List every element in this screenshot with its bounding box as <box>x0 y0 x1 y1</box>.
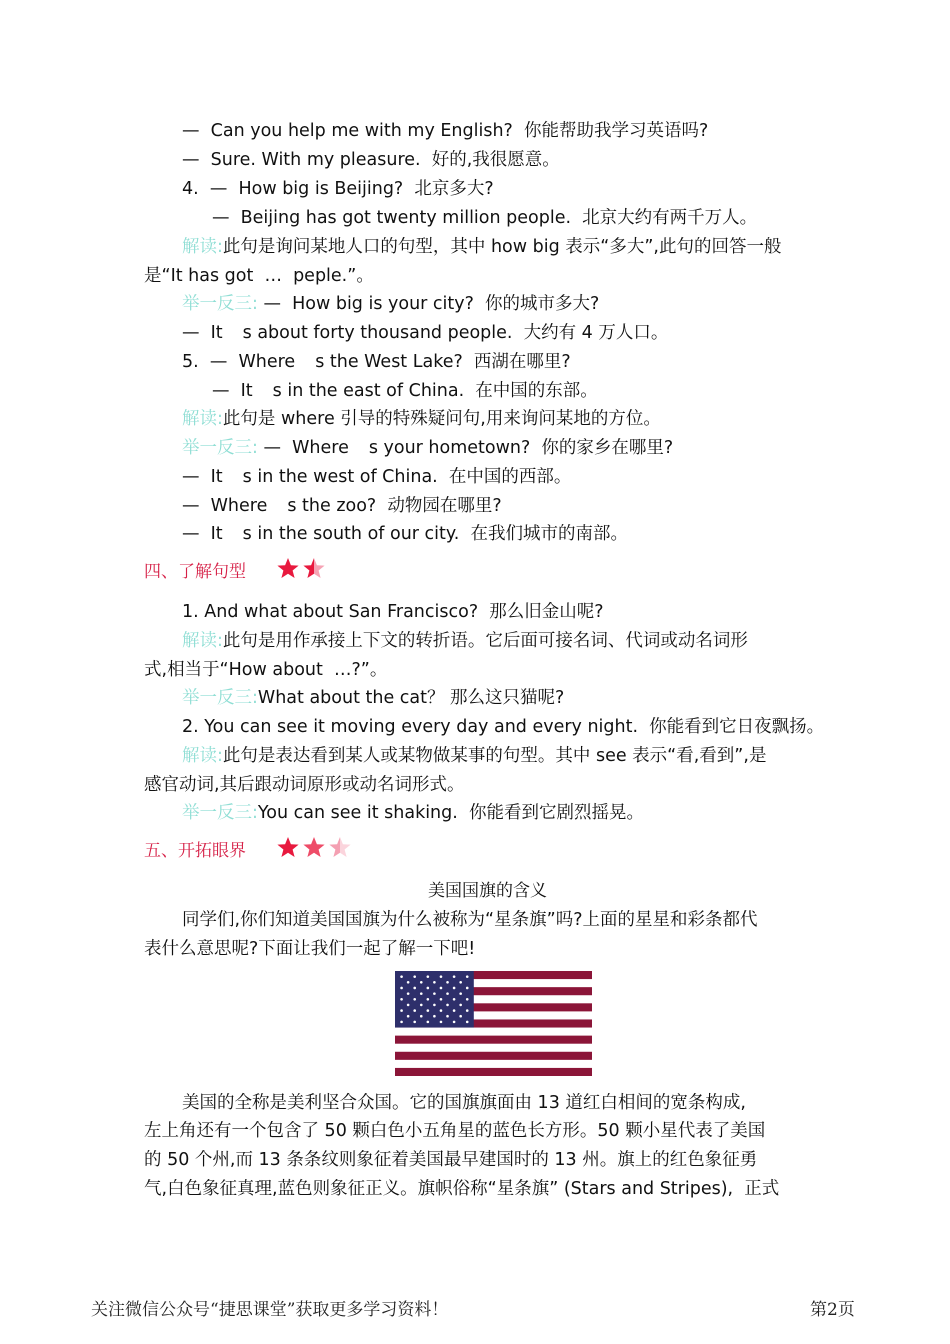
flag-star <box>466 1021 469 1024</box>
flag-star <box>453 975 456 978</box>
flag-star <box>433 1015 436 1018</box>
flag-star <box>453 998 456 1001</box>
flag-star <box>413 998 416 1001</box>
flag-star <box>427 998 430 1001</box>
example-label: 举一反三: <box>182 438 258 458</box>
flag-star <box>413 975 416 978</box>
text-part: s about forty thousand people. 大约有 4 万人口。 <box>242 323 669 343</box>
flag-star <box>446 1004 449 1007</box>
example-line <box>182 465 571 489</box>
star-icon <box>277 558 298 578</box>
pattern-line: 2. You can see it moving every day and every night. 你能看到它日夜飘扬。 <box>182 717 825 737</box>
flag-star <box>433 992 436 995</box>
footer-promo: 关注微信公众号“捷思课堂”获取更多学习资料！ <box>91 1300 449 1320</box>
text-part: — Where <box>182 496 268 516</box>
flag-star <box>420 1015 423 1018</box>
text-part: — Where <box>257 438 349 458</box>
text-part: — It <box>182 524 223 544</box>
section-heading: 四、了解句型 <box>144 562 246 582</box>
explanation-line: 是“It has got … peple.”。 <box>144 266 374 286</box>
explanation-line <box>182 235 781 259</box>
dialog-line <box>212 379 598 403</box>
rating-stars <box>276 556 336 584</box>
flag-star <box>420 981 423 984</box>
flag-star <box>400 998 403 1001</box>
text-part: — It <box>212 381 253 401</box>
flag-star <box>400 987 403 990</box>
star-icon <box>303 837 324 857</box>
explanation-text: 此句是询问某地人口的句型，其中 how big 表示“多大”,此句的回答一般 <box>222 237 782 257</box>
flag-star <box>433 1004 436 1007</box>
flag-canton <box>395 971 474 1028</box>
flag-star <box>459 1004 462 1007</box>
paragraph-line: 同学们,你们知道美国国旗为什么被称为“星条旗”吗?上面的星星和彩条都代 <box>182 910 758 930</box>
flag-star <box>433 981 436 984</box>
dialog-line <box>182 350 571 374</box>
flag-star <box>420 1004 423 1007</box>
half-star-icon <box>303 558 324 578</box>
example-label: 举一反三: <box>182 294 258 314</box>
explanation-text: 此句是表达看到某人或某物做某事的句型。其中 see 表示“看,看到”,是 <box>222 746 767 766</box>
text-part: s in the east of China. 在中国的东部。 <box>272 381 598 401</box>
flag-star <box>466 1009 469 1012</box>
flag-star <box>413 1009 416 1012</box>
flag-star <box>400 1021 403 1024</box>
flag-star <box>400 975 403 978</box>
flag-star <box>440 987 443 990</box>
flag-star <box>407 1015 410 1018</box>
dialog-line: — Sure. With my pleasure. 好的,我很愿意。 <box>182 150 560 170</box>
flag-star <box>427 1021 430 1024</box>
example-label: 举一反三: <box>182 803 258 823</box>
example-line <box>182 321 668 345</box>
flag-star <box>440 975 443 978</box>
section-heading: 五、开拓眼界 <box>144 841 246 861</box>
example-text: — How big is your city? 你的城市多大? <box>257 294 600 314</box>
flag-star <box>453 1021 456 1024</box>
example-line <box>182 494 502 518</box>
flag-star <box>427 975 430 978</box>
flag-star <box>459 981 462 984</box>
explanation-line: 式,相当于“How about …?”。 <box>144 660 388 680</box>
dialog-line: — Can you help me with my English? 你能帮助我学习英语吗? <box>182 121 709 141</box>
flag-star <box>466 975 469 978</box>
dialog-line: 4. — How big is Beijing? 北京多大? <box>182 179 494 199</box>
explanation-label: 解读: <box>182 746 223 766</box>
explanation-label: 解读: <box>182 409 223 429</box>
text-part: s the West Lake? 西湖在哪里? <box>315 352 571 372</box>
flag-stripe <box>395 1052 592 1060</box>
text-part: s the zoo? 动物园在哪里? <box>287 496 502 516</box>
rating-stars <box>276 835 360 863</box>
us-flag-image <box>395 971 592 1076</box>
paragraph-line: 美国的全称是美利坚合众国。它的国旗旗面由 13 道红白相间的宽条构成, <box>182 1093 746 1113</box>
paragraph-line: 气,白色象征真理,蓝色则象征正义。旗帜俗称“星条旗” (Stars and Stripes), 正式 <box>144 1179 780 1199</box>
flag-star <box>446 1015 449 1018</box>
example-text: You can see it shaking. 你能看到它剧烈摇晃。 <box>257 803 644 823</box>
text-part: — It <box>182 323 223 343</box>
explanation-line: 感官动词,其后跟动词原形或动名词形式。 <box>144 775 465 795</box>
explanation-line <box>182 629 748 653</box>
example-line <box>182 686 564 710</box>
explanation-text: 此句是用作承接上下文的转折语。它后面可接名词、代词或动名词形 <box>222 631 748 651</box>
flag-star <box>446 981 449 984</box>
flag-star <box>466 987 469 990</box>
flag-star <box>459 992 462 995</box>
explanation-text: 此句是 where 引导的特殊疑问句,用来询问某地的方位。 <box>222 409 661 429</box>
pattern-line: 1. And what about San Francisco? 那么旧金山呢? <box>182 602 604 622</box>
flag-star <box>420 992 423 995</box>
flag-star <box>459 1015 462 1018</box>
flag-star <box>446 992 449 995</box>
flag-star <box>440 1021 443 1024</box>
example-line <box>182 522 628 546</box>
text-part: — It <box>182 467 223 487</box>
flag-stripe <box>395 1068 592 1076</box>
flag-star <box>407 1004 410 1007</box>
text-part: s in the south of our city. 在我们城市的南部。 <box>242 524 628 544</box>
flag-star <box>413 987 416 990</box>
explanation-label: 解读: <box>182 631 223 651</box>
example-line <box>182 292 599 316</box>
flag-star <box>453 987 456 990</box>
flag-star <box>407 992 410 995</box>
example-label: 举一反三: <box>182 688 258 708</box>
article-title: 美国国旗的含义 <box>428 881 547 901</box>
flag-star <box>400 1009 403 1012</box>
flag-star <box>440 1009 443 1012</box>
paragraph-line: 左上角还有一个包含了 50 颗白色小五角星的蓝色长方形。50 颗小星代表了美国 <box>144 1121 766 1141</box>
flag-star <box>413 1021 416 1024</box>
example-text: What about the cat？ 那么这只猫呢? <box>257 688 565 708</box>
example-line <box>182 436 673 460</box>
explanation-label: 解读: <box>182 237 223 257</box>
flag-stripe <box>395 1036 592 1044</box>
flag-star <box>453 1009 456 1012</box>
example-line <box>182 801 644 825</box>
flag-star <box>427 987 430 990</box>
flag-star <box>466 998 469 1001</box>
text-part: s your hometown? 你的家乡在哪里? <box>368 438 674 458</box>
paragraph-line: 的 50 个州,而 13 条条纹则象征着美国最早建国时的 13 州。旗上的红色象征勇 <box>144 1150 758 1170</box>
flag-star <box>407 981 410 984</box>
dialog-line: — Beijing has got twenty million people. 北京大约有两千万人。 <box>212 208 758 228</box>
flag-star <box>440 998 443 1001</box>
explanation-line <box>182 407 661 431</box>
star-icon <box>277 837 298 857</box>
explanation-line <box>182 744 766 768</box>
text-part: s in the west of China. 在中国的西部。 <box>242 467 572 487</box>
page-number: 第2页 <box>810 1300 855 1320</box>
half-star-icon <box>329 837 350 857</box>
paragraph-line: 表什么意思呢?下面让我们一起了解一下吧! <box>144 939 476 959</box>
flag-star <box>427 1009 430 1012</box>
text-part: 5. — Where <box>182 352 296 372</box>
